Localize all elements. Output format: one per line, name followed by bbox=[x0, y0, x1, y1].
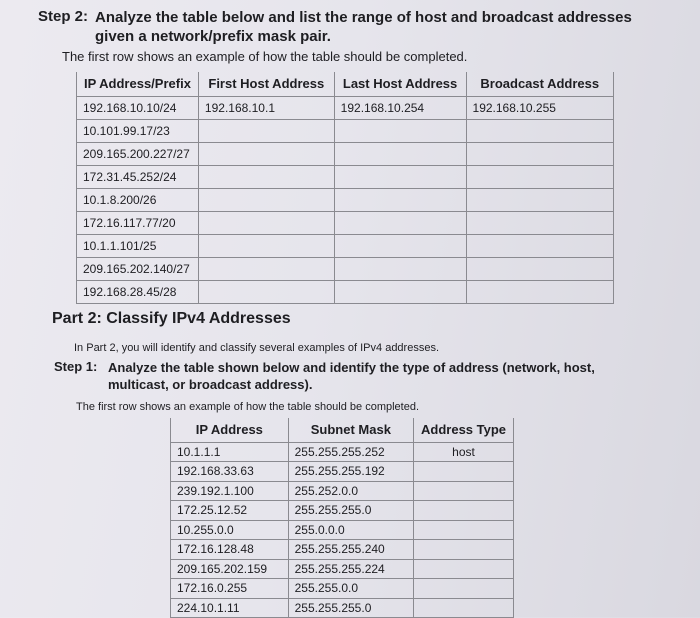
host-range-cell[interactable] bbox=[334, 165, 466, 188]
host-range-cell[interactable] bbox=[198, 165, 334, 188]
address-type-cell[interactable]: 172.16.128.48 bbox=[171, 540, 289, 560]
address-type-row bbox=[171, 481, 514, 501]
host-range-cell[interactable]: 192.168.28.45/28 bbox=[77, 280, 199, 303]
address-type-row bbox=[171, 559, 514, 579]
address-type-cell[interactable] bbox=[414, 520, 514, 540]
address-type-cell[interactable]: 255.255.255.192 bbox=[288, 462, 413, 482]
address-type-cell[interactable]: 255.255.0.0 bbox=[288, 579, 413, 599]
address-type-cell[interactable] bbox=[414, 540, 514, 560]
host-range-header-cell: First Host Address bbox=[198, 72, 334, 96]
host-range-cell[interactable]: 209.165.200.227/27 bbox=[77, 142, 199, 165]
host-range-cell[interactable]: 192.168.10.10/24 bbox=[77, 96, 199, 119]
host-range-row bbox=[77, 188, 614, 211]
address-type-cell[interactable]: 224.10.1.11 bbox=[171, 598, 289, 618]
host-range-row bbox=[77, 257, 614, 280]
address-type-cell[interactable]: 255.252.0.0 bbox=[288, 481, 413, 501]
step1-label: Step 1: bbox=[54, 359, 98, 374]
address-type-header-cell: Address Type bbox=[414, 418, 514, 442]
address-type-cell[interactable] bbox=[414, 598, 514, 618]
address-type-header-cell: IP Address bbox=[171, 418, 289, 442]
host-range-cell[interactable] bbox=[198, 142, 334, 165]
address-type-cell[interactable]: 10.255.0.0 bbox=[171, 520, 289, 540]
host-range-cell[interactable] bbox=[198, 119, 334, 142]
part2-title: Part 2: Classify IPv4 Addresses bbox=[52, 310, 291, 327]
step2-note: The first row shows an example of how the table should be completed. bbox=[62, 49, 468, 64]
address-type-cell[interactable]: 255.255.255.224 bbox=[288, 559, 413, 579]
step1-note: The first row shows an example of how the table should be completed. bbox=[76, 401, 420, 413]
host-range-header-cell: Last Host Address bbox=[334, 72, 466, 96]
step1-instructions: Analyze the table shown below and identify the type of address (network, host, multicast, or broadcast address). bbox=[108, 360, 595, 392]
host-range-row bbox=[77, 119, 614, 142]
host-range-cell[interactable]: 10.101.99.17/23 bbox=[77, 119, 199, 142]
address-type-cell[interactable]: 172.16.0.255 bbox=[171, 579, 289, 599]
address-type-cell[interactable] bbox=[414, 462, 514, 482]
host-range-cell[interactable]: 10.1.8.200/26 bbox=[77, 188, 199, 211]
address-type-cell[interactable]: 192.168.33.63 bbox=[171, 462, 289, 482]
host-range-header-cell: Broadcast Address bbox=[466, 72, 613, 96]
host-range-cell[interactable]: 10.1.1.101/25 bbox=[77, 234, 199, 257]
address-type-cell[interactable]: 255.255.255.0 bbox=[288, 501, 413, 521]
host-range-cell[interactable] bbox=[466, 280, 613, 303]
host-range-header-row bbox=[77, 72, 614, 96]
address-type-cell[interactable] bbox=[414, 579, 514, 599]
address-type-row bbox=[171, 442, 514, 462]
host-range-cell[interactable] bbox=[198, 257, 334, 280]
host-range-cell[interactable] bbox=[334, 280, 466, 303]
host-range-row bbox=[77, 234, 614, 257]
host-range-cell[interactable]: 172.31.45.252/24 bbox=[77, 165, 199, 188]
address-type-cell[interactable] bbox=[414, 559, 514, 579]
host-range-cell[interactable] bbox=[466, 119, 613, 142]
address-type-cell[interactable] bbox=[414, 481, 514, 501]
host-range-cell[interactable] bbox=[198, 234, 334, 257]
address-type-cell[interactable]: host bbox=[414, 442, 514, 462]
host-range-cell[interactable]: 192.168.10.255 bbox=[466, 96, 613, 119]
host-range-cell[interactable]: 192.168.10.254 bbox=[334, 96, 466, 119]
address-type-cell[interactable]: 255.255.255.0 bbox=[288, 598, 413, 618]
step2-instructions: Analyze the table below and list the range of host and broadcast addresses given a network/prefix mask pair. bbox=[95, 9, 632, 45]
address-type-cell[interactable] bbox=[414, 501, 514, 521]
host-range-cell[interactable] bbox=[466, 257, 613, 280]
host-range-cell[interactable] bbox=[198, 188, 334, 211]
part2-intro: In Part 2, you will identify and classify several examples of IPv4 addresses. bbox=[74, 342, 440, 354]
host-range-cell[interactable] bbox=[334, 234, 466, 257]
host-range-cell[interactable] bbox=[334, 257, 466, 280]
address-type-cell[interactable]: 172.25.12.52 bbox=[171, 501, 289, 521]
host-range-row bbox=[77, 211, 614, 234]
address-type-table bbox=[170, 418, 514, 618]
host-range-cell[interactable]: 172.16.117.77/20 bbox=[77, 211, 199, 234]
host-range-cell[interactable] bbox=[466, 165, 613, 188]
host-range-row bbox=[77, 280, 614, 303]
address-type-cell[interactable]: 255.255.255.252 bbox=[288, 442, 413, 462]
host-range-row bbox=[77, 165, 614, 188]
host-range-row bbox=[77, 96, 614, 119]
address-type-row bbox=[171, 540, 514, 560]
address-type-cell[interactable]: 255.255.255.240 bbox=[288, 540, 413, 560]
step2-label: Step 2: bbox=[38, 8, 89, 25]
host-range-cell[interactable] bbox=[198, 211, 334, 234]
host-range-row bbox=[77, 142, 614, 165]
host-range-cell[interactable] bbox=[334, 211, 466, 234]
address-type-header-cell: Subnet Mask bbox=[288, 418, 413, 442]
host-range-cell[interactable]: 209.165.202.140/27 bbox=[77, 257, 199, 280]
address-type-cell[interactable]: 255.0.0.0 bbox=[288, 520, 413, 540]
address-type-cell[interactable]: 10.1.1.1 bbox=[171, 442, 289, 462]
address-type-cell[interactable]: 209.165.202.159 bbox=[171, 559, 289, 579]
host-range-cell[interactable] bbox=[334, 142, 466, 165]
host-range-cell[interactable] bbox=[198, 280, 334, 303]
address-type-row bbox=[171, 579, 514, 599]
host-range-cell[interactable] bbox=[466, 142, 613, 165]
address-type-row bbox=[171, 462, 514, 482]
host-range-cell[interactable] bbox=[466, 234, 613, 257]
host-range-cell[interactable] bbox=[466, 188, 613, 211]
host-range-cell[interactable]: 192.168.10.1 bbox=[198, 96, 334, 119]
host-range-cell[interactable] bbox=[334, 188, 466, 211]
address-type-header-row bbox=[171, 418, 514, 442]
host-range-cell[interactable] bbox=[334, 119, 466, 142]
address-type-row bbox=[171, 520, 514, 540]
host-range-header-cell: IP Address/Prefix bbox=[77, 72, 199, 96]
address-type-row bbox=[171, 501, 514, 521]
host-range-table bbox=[76, 72, 614, 304]
host-range-cell[interactable] bbox=[466, 211, 613, 234]
address-type-row bbox=[171, 598, 514, 618]
address-type-cell[interactable]: 239.192.1.100 bbox=[171, 481, 289, 501]
